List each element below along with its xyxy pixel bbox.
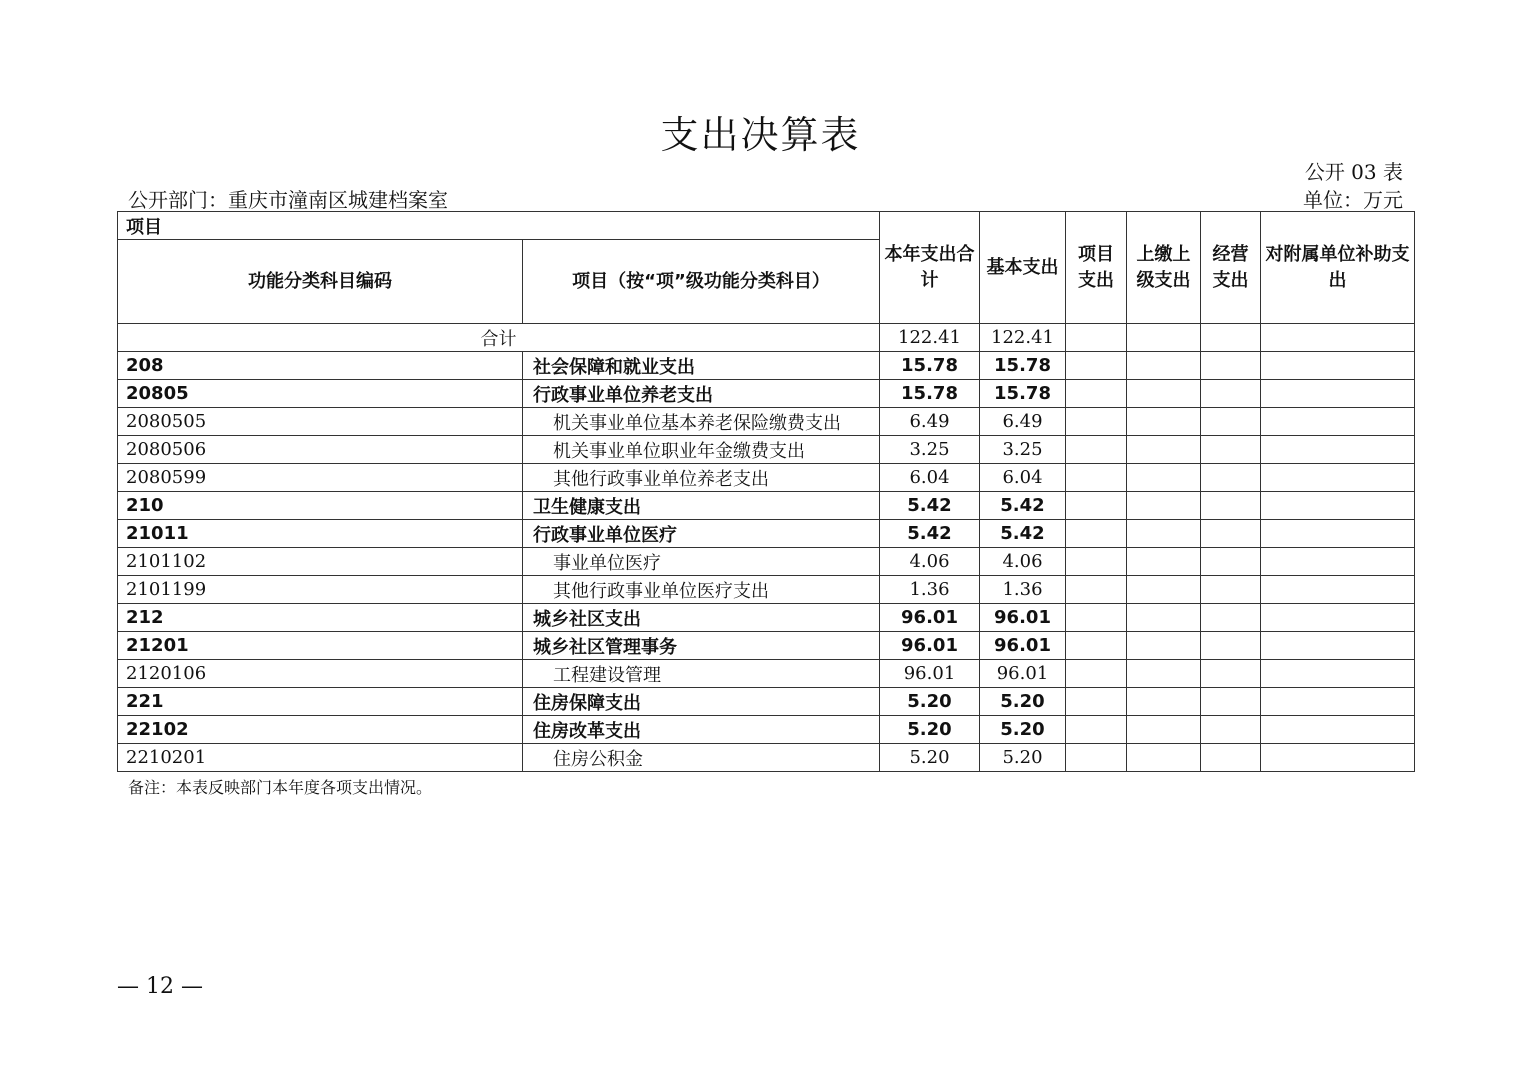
- row-total: 96.01: [880, 604, 980, 632]
- row-upper-level: [1127, 632, 1201, 660]
- header-business: 经营支出: [1201, 212, 1261, 324]
- row-code: 20805: [118, 380, 523, 408]
- row-total: 5.20: [880, 688, 980, 716]
- table-row: [118, 576, 1415, 604]
- row-code: 221: [118, 688, 523, 716]
- row-business: [1201, 548, 1261, 576]
- row-business: [1201, 716, 1261, 744]
- row-basic: 5.20: [980, 744, 1066, 772]
- row-basic: 15.78: [980, 352, 1066, 380]
- row-project-expense: [1066, 604, 1127, 632]
- table-row: [118, 688, 1415, 716]
- row-subsidy: [1261, 520, 1415, 548]
- header-total: 本年支出合计: [880, 212, 980, 324]
- row-total: 4.06: [880, 548, 980, 576]
- row-upper-level: [1127, 380, 1201, 408]
- row-subsidy: [1261, 492, 1415, 520]
- row-project-expense: [1066, 492, 1127, 520]
- row-subsidy: [1261, 380, 1415, 408]
- row-project-expense: [1066, 632, 1127, 660]
- row-name: 社会保障和就业支出: [523, 352, 880, 380]
- table-row: [118, 548, 1415, 576]
- table-row: [118, 520, 1415, 548]
- row-name: 工程建设管理: [523, 660, 880, 688]
- row-upper-level: [1127, 716, 1201, 744]
- row-total: 5.20: [880, 744, 980, 772]
- row-name: 机关事业单位职业年金缴费支出: [523, 436, 880, 464]
- row-basic: 96.01: [980, 660, 1066, 688]
- header-name: 项目（按“项”级功能分类科目）: [523, 240, 880, 324]
- row-code: 2080505: [118, 408, 523, 436]
- row-total: 96.01: [880, 632, 980, 660]
- row-subsidy: [1261, 604, 1415, 632]
- row-subsidy: [1261, 408, 1415, 436]
- row-basic: 6.04: [980, 464, 1066, 492]
- row-subsidy: [1261, 352, 1415, 380]
- row-code: 208: [118, 352, 523, 380]
- row-upper-level: [1127, 744, 1201, 772]
- row-basic: 15.78: [980, 380, 1066, 408]
- header-subsidy: 对附属单位补助支出: [1261, 212, 1415, 324]
- total-row: [118, 324, 1415, 352]
- row-project-expense: [1066, 520, 1127, 548]
- row-total: 6.04: [880, 464, 980, 492]
- row-upper-level: [1127, 520, 1201, 548]
- table-row: [118, 352, 1415, 380]
- header-project: 项目: [118, 212, 880, 240]
- row-name: 行政事业单位医疗: [523, 520, 880, 548]
- row-name: 其他行政事业单位养老支出: [523, 464, 880, 492]
- row-subsidy: [1261, 688, 1415, 716]
- row-upper-level: [1127, 604, 1201, 632]
- row-basic: 6.49: [980, 408, 1066, 436]
- row-basic: 5.20: [980, 688, 1066, 716]
- row-basic: 5.20: [980, 716, 1066, 744]
- row-name: 住房公积金: [523, 744, 880, 772]
- row-basic: 1.36: [980, 576, 1066, 604]
- row-name: 机关事业单位基本养老保险缴费支出: [523, 408, 880, 436]
- row-name: 城乡社区支出: [523, 604, 880, 632]
- row-project-expense: [1066, 408, 1127, 436]
- row-total: 5.20: [880, 716, 980, 744]
- row-name: 其他行政事业单位医疗支出: [523, 576, 880, 604]
- row-basic: 96.01: [980, 632, 1066, 660]
- row-name: 住房改革支出: [523, 716, 880, 744]
- row-code: 210: [118, 492, 523, 520]
- table-row: [118, 716, 1415, 744]
- header-row-1: [118, 212, 1415, 240]
- row-subsidy: [1261, 716, 1415, 744]
- row-subsidy: [1261, 464, 1415, 492]
- row-project-expense: [1066, 464, 1127, 492]
- row-upper-level: [1127, 688, 1201, 716]
- row-subsidy: [1261, 632, 1415, 660]
- row-total: 15.78: [880, 352, 980, 380]
- row-business: [1201, 352, 1261, 380]
- row-project-expense: [1066, 576, 1127, 604]
- row-name: 卫生健康支出: [523, 492, 880, 520]
- row-project-expense: [1066, 688, 1127, 716]
- row-code: 21011: [118, 520, 523, 548]
- row-business: [1201, 632, 1261, 660]
- row-code: 2210201: [118, 744, 523, 772]
- row-business: [1201, 660, 1261, 688]
- row-project-expense: [1066, 380, 1127, 408]
- table-row: [118, 744, 1415, 772]
- row-total: 6.49: [880, 408, 980, 436]
- row-basic: 3.25: [980, 436, 1066, 464]
- row-business: [1201, 744, 1261, 772]
- row-total: 5.42: [880, 492, 980, 520]
- row-subsidy: [1261, 576, 1415, 604]
- row-business: [1201, 380, 1261, 408]
- header-project-expense: 项目支出: [1066, 212, 1127, 324]
- row-code: 22102: [118, 716, 523, 744]
- row-upper-level: [1127, 436, 1201, 464]
- row-total: 15.78: [880, 380, 980, 408]
- row-code: 2080599: [118, 464, 523, 492]
- row-upper-level: [1127, 576, 1201, 604]
- page-number: — 12 —: [117, 974, 203, 999]
- row-business: [1201, 604, 1261, 632]
- row-upper-level: [1127, 548, 1201, 576]
- row-upper-level: [1127, 408, 1201, 436]
- row-basic: 5.42: [980, 492, 1066, 520]
- row-name: 住房保障支出: [523, 688, 880, 716]
- row-code: 2101199: [118, 576, 523, 604]
- row-code: 2101102: [118, 548, 523, 576]
- table-row: [118, 604, 1415, 632]
- row-business: [1201, 436, 1261, 464]
- unit-label: 单位：万元: [1303, 188, 1403, 212]
- row-subsidy: [1261, 660, 1415, 688]
- row-subsidy: [1261, 436, 1415, 464]
- row-project-expense: [1066, 436, 1127, 464]
- row-upper-level: [1127, 660, 1201, 688]
- table-row: [118, 464, 1415, 492]
- table-row: [118, 436, 1415, 464]
- page-title: 支出决算表: [660, 113, 861, 157]
- row-project-expense: [1066, 548, 1127, 576]
- row-business: [1201, 576, 1261, 604]
- row-basic: 4.06: [980, 548, 1066, 576]
- row-subsidy: [1261, 548, 1415, 576]
- row-code: 2120106: [118, 660, 523, 688]
- row-total: 3.25: [880, 436, 980, 464]
- row-total: 5.42: [880, 520, 980, 548]
- total-amount: 122.41: [880, 324, 980, 352]
- row-basic: 96.01: [980, 604, 1066, 632]
- row-business: [1201, 408, 1261, 436]
- total-basic: 122.41: [980, 324, 1066, 352]
- row-upper-level: [1127, 464, 1201, 492]
- row-project-expense: [1066, 744, 1127, 772]
- row-name: 行政事业单位养老支出: [523, 380, 880, 408]
- header-basic: 基本支出: [980, 212, 1066, 324]
- row-business: [1201, 464, 1261, 492]
- table-row: [118, 408, 1415, 436]
- row-name: 城乡社区管理事务: [523, 632, 880, 660]
- table-row: [118, 492, 1415, 520]
- row-project-expense: [1066, 660, 1127, 688]
- row-business: [1201, 520, 1261, 548]
- table-row: [118, 660, 1415, 688]
- form-number: 公开 03 表: [1304, 160, 1403, 184]
- total-label: 合计: [118, 324, 880, 352]
- department-label: 公开部门：重庆市潼南区城建档案室: [128, 188, 448, 212]
- row-code: 212: [118, 604, 523, 632]
- row-project-expense: [1066, 352, 1127, 380]
- row-project-expense: [1066, 716, 1127, 744]
- table-row: [118, 380, 1415, 408]
- header-upper-level: 上缴上级支出: [1127, 212, 1201, 324]
- row-name: 事业单位医疗: [523, 548, 880, 576]
- table-row: [118, 632, 1415, 660]
- row-total: 1.36: [880, 576, 980, 604]
- row-code: 2080506: [118, 436, 523, 464]
- row-upper-level: [1127, 492, 1201, 520]
- header-code: 功能分类科目编码: [118, 240, 523, 324]
- row-total: 96.01: [880, 660, 980, 688]
- expenditure-table: [117, 211, 1415, 772]
- row-basic: 5.42: [980, 520, 1066, 548]
- row-code: 21201: [118, 632, 523, 660]
- row-upper-level: [1127, 352, 1201, 380]
- row-subsidy: [1261, 744, 1415, 772]
- table-note: 备注：本表反映部门本年度各项支出情况。: [128, 778, 433, 797]
- row-business: [1201, 492, 1261, 520]
- row-business: [1201, 688, 1261, 716]
